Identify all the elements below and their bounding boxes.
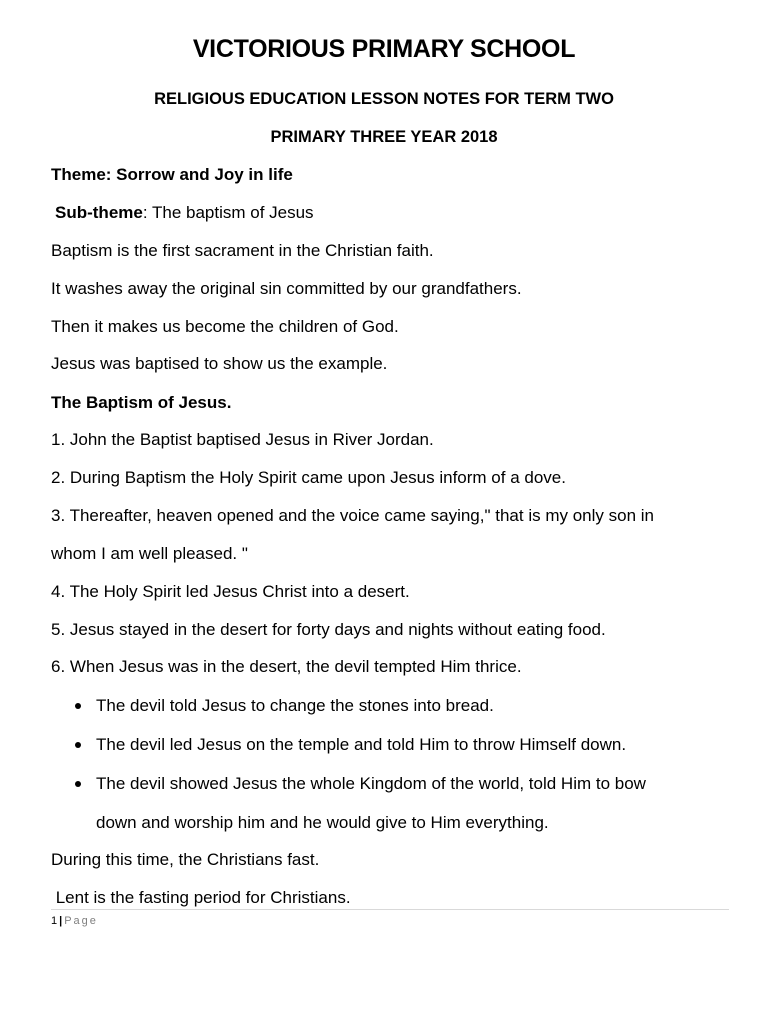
closing-line: During this time, the Christians fast. (51, 850, 320, 869)
page-footer (51, 913, 98, 929)
section-heading: The Baptism of Jesus. (51, 393, 232, 412)
numbered-point: 4. The Holy Spirit led Jesus Christ into a desert. (51, 582, 410, 601)
numbered-point: 6. When Jesus was in the desert, the devil tempted Him thrice. (51, 657, 522, 676)
class-year-subtitle: PRIMARY THREE YEAR 2018 (270, 128, 498, 146)
bullet-item: The devil showed Jesus the whole Kingdom of the world, told Him to bow (96, 774, 646, 793)
numbered-point-continuation: whom I am well pleased. " (51, 544, 248, 563)
bullet-item: The devil told Jesus to change the stones into bread. (96, 696, 494, 715)
page-number: 1 (51, 915, 58, 927)
bullet-icon (75, 742, 81, 748)
numbered-point: 1. John the Baptist baptised Jesus in River Jordan. (51, 430, 434, 449)
subtheme-label: Sub-theme (55, 203, 143, 222)
intro-line: Baptism is the first sacrament in the Christian faith. (51, 241, 434, 260)
intro-line: It washes away the original sin committed by our grandfathers. (51, 279, 522, 298)
school-title: VICTORIOUS PRIMARY SCHOOL (192, 35, 576, 63)
footer-divider (51, 909, 729, 910)
intro-line: Then it makes us become the children of God. (51, 317, 399, 336)
lesson-notes-subtitle: RELIGIOUS EDUCATION LESSON NOTES FOR TERM TWO (154, 90, 614, 108)
bullet-icon (75, 703, 81, 709)
closing-line: Lent is the fasting period for Christians. (51, 888, 351, 907)
numbered-point: 5. Jesus stayed in the desert for forty days and nights without eating food. (51, 620, 606, 639)
footer-separator: | (59, 915, 63, 927)
subtheme-line (55, 202, 735, 224)
bullet-item-continuation: down and worship him and he would give to Him everything. (96, 813, 549, 832)
numbered-point: 3. Thereafter, heaven opened and the voice came saying," that is my only son in (51, 506, 654, 525)
bullet-item: The devil led Jesus on the temple and told Him to throw Himself down. (96, 735, 627, 754)
theme-line: Theme: Sorrow and Joy in life (51, 165, 293, 184)
numbered-point: 2. During Baptism the Holy Spirit came upon Jesus inform of a dove. (51, 468, 566, 487)
page-word: Page (64, 915, 98, 927)
bullet-icon (75, 781, 81, 787)
subtheme-value: : The baptism of Jesus (142, 203, 314, 222)
intro-line: Jesus was baptised to show us the example. (51, 354, 388, 373)
